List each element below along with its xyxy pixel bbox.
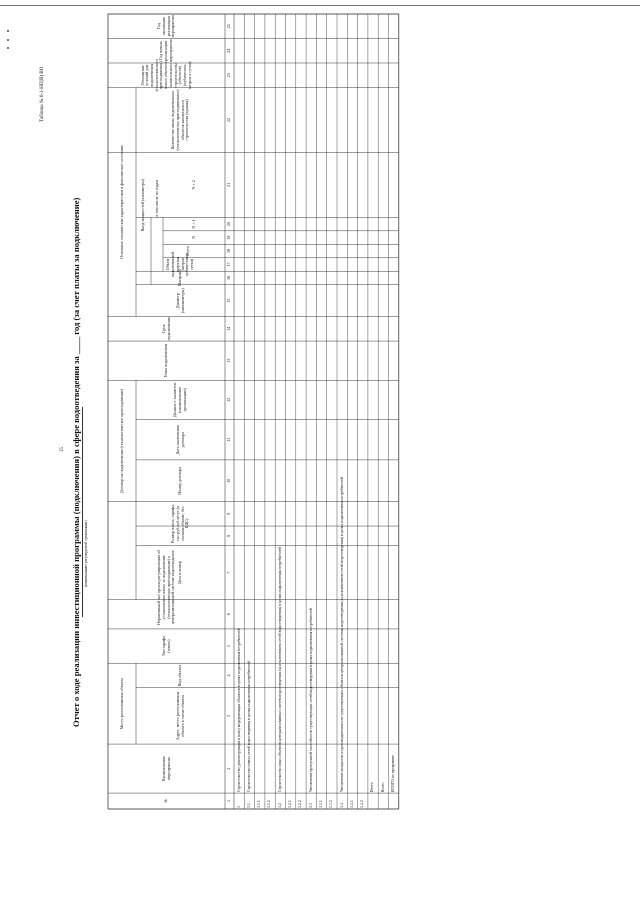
column-number: 8 <box>226 534 232 537</box>
column-number: 7 <box>226 571 232 574</box>
row-number: 1.1 <box>246 803 251 808</box>
header-year-n2: N + 2 <box>190 180 196 190</box>
header-reg-size: Размер платы, тарифа, тыс.руб.куб.м/сут (в полном объеме, без НДС) <box>170 504 190 544</box>
row-text: Увеличение мощности и производительности существующих объектов централизованной системы водоотведения (за исключением сетей водоотведения) в целях подключения потребителей <box>339 477 344 793</box>
header-capacity-group: Ввод мощностей (километры) <box>140 178 146 232</box>
header-address: Адрес, место расположения объекта в схеме объекта <box>174 691 185 741</box>
header-connection-date: Срок подключения <box>160 317 171 341</box>
header-tariff-type: Тип тарифа (платы) <box>160 636 171 657</box>
header-contract-number: Номер договора <box>177 466 183 495</box>
row-text: Строительство иных объектов централизованных систем водоотведения (за исключением сетей водоотведения) в целях подключения потребителей <box>277 546 282 793</box>
header-customer-data: Данные о заявителе (наименование организации) <box>172 382 187 418</box>
column-number: 15 <box>226 298 232 303</box>
header-connected-ratio: Отношение условий для подключения (технологического присоединения) новых объектов капитального строительства (объектов) (кубических метров в сутки) <box>139 59 192 92</box>
row-number: 1.3.1 <box>318 800 323 808</box>
column-number: 21 <box>226 182 232 187</box>
header-year-n1: N + 1 <box>190 219 196 229</box>
row-number: 1.4 <box>339 803 344 808</box>
header-total: Всего <box>184 246 190 257</box>
column-number: 6 <box>226 613 232 616</box>
header-by-years: в том числе по годам <box>153 180 159 217</box>
row-number: 1.1.2 <box>267 800 272 808</box>
column-number: 25 <box>226 24 232 29</box>
header-diameter: Диаметр (миллиметры) <box>174 288 185 314</box>
column-number: 1 <box>226 800 232 803</box>
header-year-n: N <box>190 236 196 240</box>
header-object-type: Вид объекта <box>177 664 183 687</box>
header-material: Материал <box>177 269 183 287</box>
column-number: 19 <box>226 235 232 240</box>
row-number: 1.1.1 <box>257 800 262 808</box>
row-text: Строительство новых сетей водоотведения в целях подключения потребителей <box>246 660 251 793</box>
row-number: 1.3.2 <box>329 800 334 808</box>
row-text: Увеличение пропускной способности существующих сетей водоотведения в целях подключения потребителей <box>308 608 313 793</box>
column-number: 11 <box>226 437 232 442</box>
row-number: 1.2.1 <box>288 800 292 808</box>
row-number: 1.4.2 <box>360 800 365 808</box>
row-text: Строительство, реконструкция и (или) модернизация объектов в целях подключения потребителей <box>236 628 241 793</box>
column-number: 2 <box>226 767 232 770</box>
row-number: 1 <box>236 806 241 808</box>
header-capacity-share: Количество вновь подключенных (технологически присоединенных) объектов капитального строительства (единиц) <box>170 89 190 151</box>
header-contract-date: Дата заключения договора <box>174 424 185 455</box>
header-no: № <box>163 799 169 803</box>
column-number: 22 <box>226 117 232 122</box>
organization-caption: (наименование регулируемой организации) <box>84 520 88 587</box>
header-load: Объем подключаемой нагрузки (метров кубических в сутки) <box>165 251 194 278</box>
header-location-group: Место расположения объекта <box>118 677 124 730</box>
row-number: 1.3 <box>308 803 313 808</box>
column-number: 3 <box>226 714 232 717</box>
column-number: 4 <box>226 674 232 677</box>
column-number: 5 <box>226 645 232 648</box>
header-connection-point: Точка подключения <box>163 343 169 378</box>
table-number: Таблица № 6-1-НП(В) ВО <box>40 66 45 122</box>
row-text: Итого <box>370 782 375 793</box>
header-start-year: Год начала реализации мероприятия <box>158 39 173 63</box>
header-end-year: Год окончания реализации мероприятия <box>156 14 176 38</box>
column-number: 23 <box>226 73 232 78</box>
header-contract-group: Договор на подключение (технологическое присоединение) <box>118 388 124 494</box>
column-number: 24 <box>226 48 232 53</box>
column-number: 10 <box>226 478 232 483</box>
column-number: 18 <box>226 249 232 254</box>
document-title: Отчет о ходе реализации инвестиционной программы (подключения) в сфере водоотведения за ____ год (за счет платы за подключение) <box>71 197 81 727</box>
column-number: 13 <box>226 358 232 363</box>
row-text: Всего <box>380 782 385 793</box>
row-number: 1.2 <box>277 803 282 808</box>
column-number: 12 <box>226 397 232 402</box>
column-number: 17 <box>226 262 232 267</box>
row-text: ИТОГО по программе <box>391 755 395 793</box>
header-tech-group: Основные технические характеристики и фактическое состояние <box>118 145 124 259</box>
column-number: 14 <box>226 326 232 331</box>
column-number: 16 <box>226 275 232 280</box>
header-regulator-group: Нормативный акт органа регулирования об установлении платы за подключение (технологическое присоединение) к централизованной системе водоотведения <box>156 549 176 625</box>
column-number: 20 <box>226 222 232 227</box>
header-event-name: Наименование мероприятия <box>160 755 171 782</box>
page-number: 15 <box>60 447 65 452</box>
row-number: 1.4.1 <box>349 800 354 808</box>
column-number: 9 <box>226 512 232 515</box>
header-reg-date-number: Дата и номер <box>177 561 183 585</box>
row-number: 1.2.2 <box>298 800 303 808</box>
